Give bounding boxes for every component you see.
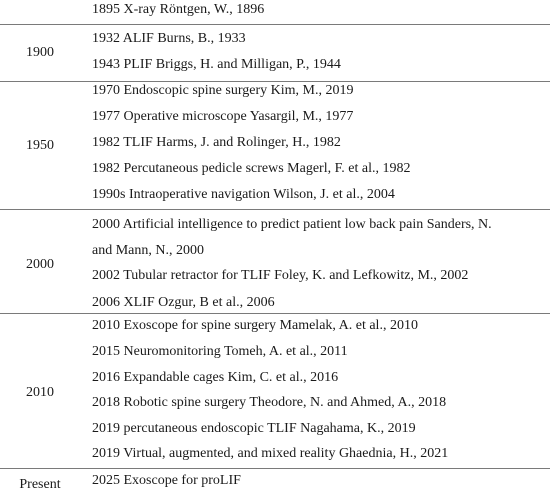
era-group <box>0 314 550 469</box>
timeline-event: 2015 Neuromonitoring Tomeh, A. et al., 2011 <box>92 344 348 359</box>
timeline-event: 1943 PLIF Briggs, H. and Milligan, P., 1944 <box>92 57 341 72</box>
timeline-event: 2010 Exoscope for spine surgery Mamelak, A. et al., 2010 <box>92 318 418 333</box>
timeline-event: 1977 Operative microscope Yasargil, M., 1977 <box>92 109 354 124</box>
era-group <box>0 82 550 210</box>
era-label: Present <box>19 477 61 492</box>
timeline-event: 2025 Exoscope for proLIF <box>92 473 241 488</box>
timeline-event: 2002 Tubular retractor for TLIF Foley, K. and Lefkowitz, M., 2002 <box>92 268 469 283</box>
era-label: 1950 <box>26 138 54 153</box>
era-label: 2000 <box>26 257 54 272</box>
timeline-event: and Mann, N., 2000 <box>92 243 204 258</box>
timeline-event: 1895 X-ray Röntgen, W., 1896 <box>92 2 265 17</box>
timeline-event: 2019 Virtual, augmented, and mixed reality Ghaednia, H., 2021 <box>92 446 449 461</box>
timeline-event: 1970 Endoscopic spine surgery Kim, M., 2019 <box>92 83 354 98</box>
era-label: 2010 <box>26 385 54 400</box>
era-group <box>0 25 550 82</box>
era-label: 1900 <box>26 45 54 60</box>
era-group <box>0 210 550 314</box>
timeline-event: 1932 ALIF Burns, B., 1933 <box>92 31 246 46</box>
timeline-event: 2006 XLIF Ozgur, B et al., 2006 <box>92 295 275 310</box>
timeline-event: 1982 Percutaneous pedicle screws Magerl, F. et al., 1982 <box>92 161 411 176</box>
timeline-event: 1982 TLIF Harms, J. and Rolinger, H., 1982 <box>92 135 341 150</box>
timeline-event: 2000 Artificial intelligence to predict patient low back pain Sanders, N. <box>92 217 492 232</box>
timeline-event: 2018 Robotic spine surgery Theodore, N. and Ahmed, A., 2018 <box>92 395 447 410</box>
era-group <box>0 469 550 494</box>
era-group <box>0 0 550 25</box>
timeline-event: 2016 Expandable cages Kim, C. et al., 2016 <box>92 370 339 385</box>
timeline-event: 1990s Intraoperative navigation Wilson, J. et al., 2004 <box>92 187 395 202</box>
timeline-event: 2019 percutaneous endoscopic TLIF Nagahama, K., 2019 <box>92 421 416 436</box>
